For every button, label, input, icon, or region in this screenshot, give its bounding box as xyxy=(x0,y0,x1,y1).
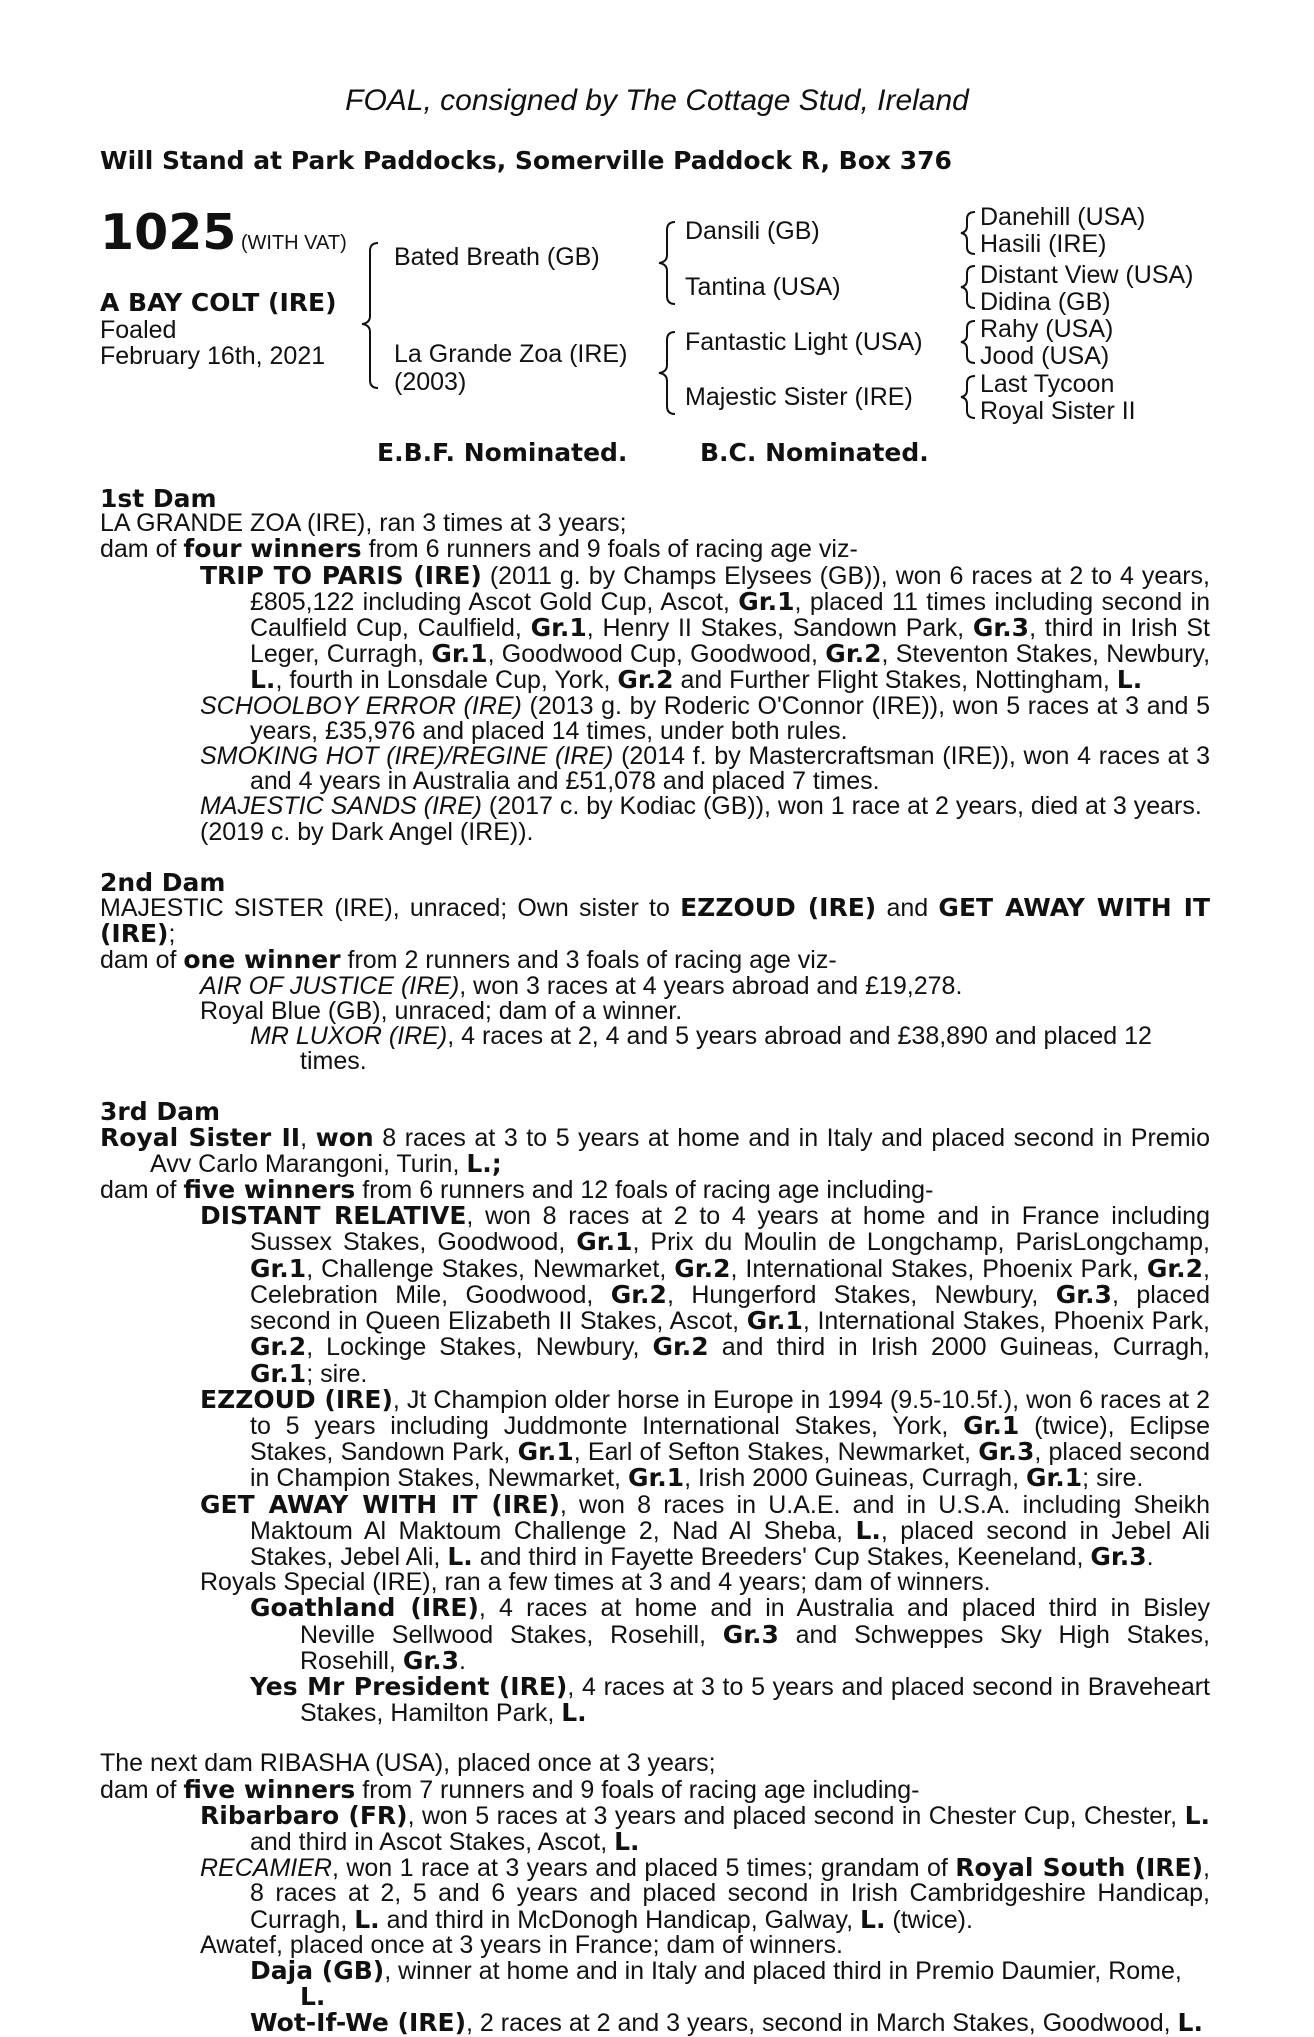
foaled-date: February 16th, 2021 xyxy=(100,342,326,370)
produce-record xyxy=(100,486,1210,2037)
progeny-distant-relative: DISTANT RELATIVE, won 8 races at 2 to 4 years at home and in France including Sussex Stakes, Goodwood, Gr.1, Prix du Moulin de Longchamp, ParisLongchamp, Gr.1, Challenge Stakes, Newmarket, Gr.2, International Stakes, Phoenix Park, Gr.2, Celebration Mile, Goodwood, Gr.2, Hungerford Stakes, Newbury, Gr.3, placed second in Queen Elizabeth II Stakes, Ascot, Gr.1, International Stakes, Phoenix Park, Gr.2, Lockinge Stakes, Newbury, Gr.2 and third in Irish 2000 Guineas, Curragh, Gr.1; sire. xyxy=(200,1201,1211,1388)
progeny-wot-if-we: Wot-If-We (IRE), 2 races at 2 and 3 years, second in March Stakes, Goodwood, L. xyxy=(250,2008,1203,2037)
brace-sire xyxy=(659,222,675,304)
pedigree-ggp-2: Hasili (IRE) xyxy=(980,230,1107,258)
progeny-daja: Daja (GB), winner at home and in Italy and placed third in Premio Daumier, Rome, L. xyxy=(250,1955,1182,2012)
pedigree-sire-dam: Tantina (USA) xyxy=(685,273,841,301)
progeny-air-of-justice: AIR OF JUSTICE (IRE), won 3 races at 4 years abroad and £19,278. xyxy=(200,971,963,1000)
next-dam-winners-line: dam of five winners from 7 runners and 9 foals of racing age including- xyxy=(100,1774,920,1804)
progeny-get-away-with-it: GET AWAY WITH IT (IRE), won 8 races in U.A.E. and in U.S.A. including Sheikh Maktoum Al Maktoum Challenge 2, Nad Al Sheba, L., placed second in Jebel Ali Stakes, Jebel Ali, L. and third in Fayette Breeders' Cup Stakes, Keeneland, Gr.3. xyxy=(200,1489,1210,1571)
stabling-location: Will Stand at Park Paddocks, Somerville Paddock R, Box 376 xyxy=(100,146,952,175)
brace-ggp3 xyxy=(961,321,975,363)
first-dam-line: LA GRANDE ZOA (IRE), ran 3 times at 3 years; xyxy=(100,509,627,538)
foaled-label: Foaled xyxy=(100,316,177,344)
progeny-ribarbaro: Ribarbaro (FR), won 5 races at 3 years and placed second in Chester Cup, Chester, L. and third in Ascot Stakes, Ascot, L. xyxy=(200,1800,1210,1856)
lot-description: A BAY COLT (IRE) xyxy=(100,288,337,317)
progeny-ezzoud: EZZOUD (IRE), Jt Champion older horse in Europe in 1994 (9.5-10.5f.), won 6 races at 2 to 5 years including Juddmonte International Stakes, York, Gr.1 (twice), Eclipse Stakes, Sandown Park, Gr.1, Earl of Sefton Stakes, Newmarket, Gr.3, placed second in Champion Stakes, Newmarket, Gr.1, Irish 2000 Guineas, Curragh, Gr.1; sire. xyxy=(200,1384,1210,1493)
pedigree-ggp-8: Royal Sister II xyxy=(980,397,1136,425)
vat-label: (WITH VAT) xyxy=(240,232,347,254)
first-dam-heading: 1st Dam xyxy=(100,484,217,513)
pedigree-dam-year: (2003) xyxy=(394,368,467,396)
brace-main xyxy=(362,243,378,388)
progeny-majestic-sands: MAJESTIC SANDS (IRE) (2017 c. by Kodiac (GB)), won 1 race at 2 years, died at 3 years. xyxy=(200,792,1202,821)
next-dam-line: The next dam RIBASHA (USA), placed once at 3 years; xyxy=(100,1749,716,1778)
pedigree-ggp-6: Jood (USA) xyxy=(980,342,1110,370)
progeny-schoolboy-error: SCHOOLBOY ERROR (IRE) (2013 g. by Roderic O'Connor (IRE)), won 5 races at 3 and 5 years, £35,976 and placed 14 times, under both rules. xyxy=(200,691,1210,745)
brace-dam xyxy=(659,332,675,414)
progeny-mr-luxor: MR LUXOR (IRE), 4 races at 2, 4 and 5 years abroad and £38,890 and placed 12 times. xyxy=(250,1022,1152,1076)
progeny-smoking-hot: SMOKING HOT (IRE)/REGINE (IRE) (2014 f. by Mastercraftsman (IRE)), won 4 races at 3 and 4 years in Australia and £51,078 and placed 7 times. xyxy=(200,742,1210,796)
second-dam-line: MAJESTIC SISTER (IRE), unraced; Own sister to EZZOUD (IRE) and GET AWAY WITH IT (IRE); xyxy=(100,893,1210,949)
pedigree-ggp-4: Didina (GB) xyxy=(980,288,1111,316)
progeny-goathland: Goathland (IRE), 4 races at home and in Australia and placed third in Bisley Neville Sellwood Stakes, Rosehill, Gr.3 and Schweppes Sky High Stakes, Rosehill, Gr.3. xyxy=(250,1593,1210,1675)
progeny-recamier: RECAMIER, won 1 race at 3 years and placed 5 times; grandam of Royal South (IRE), 8 races at 2, 5 and 6 years and placed second in Irish Cambridgeshire Handicap, Curragh, L. and third in McDonogh Handicap, Galway, L. (twice). xyxy=(200,1853,1210,1934)
second-dam-winners-line: dam of one winner from 2 runners and 3 foals of racing age viz- xyxy=(100,945,837,975)
pedigree-dam-dam: Majestic Sister (IRE) xyxy=(685,383,913,411)
pedigree-sire: Bated Breath (GB) xyxy=(394,243,600,271)
pedigree-ggp-7: Last Tycoon xyxy=(980,370,1115,398)
third-dam-winners-line: dam of five winners from 6 runners and 12 foals of racing age including- xyxy=(100,1175,934,1205)
progeny-royal-blue: Royal Blue (GB), unraced; dam of a winner. xyxy=(200,996,683,1025)
progeny-yes-mr-president: Yes Mr President (IRE), 4 races at 3 to 5 years and placed second in Braveheart Stakes, Hamilton Park, L. xyxy=(250,1671,1210,1728)
bc-nomination: B.C. Nominated. xyxy=(700,438,929,467)
consignor-line: FOAL, consigned by The Cottage Stud, Ireland xyxy=(345,84,969,117)
pedigree-ggp-1: Danehill (USA) xyxy=(980,203,1146,231)
progeny-trip-to-paris: TRIP TO PARIS (IRE) (2011 g. by Champs Elysees (GB)), won 6 races at 2 to 4 years, £805,122 including Ascot Gold Cup, Ascot, Gr.1, placed 11 times including second in Caulfield Cup, Caulfield, Gr.1, Henry II Stakes, Sandown Park, Gr.3, third in Irish St Leger, Curragh, Gr.1, Goodwood Cup, Goodwood, Gr.2, Steventon Stakes, Newbury, L., fourth in Lonsdale Cup, York, Gr.2 and Further Flight Stakes, Nottingham, L. xyxy=(200,560,1211,695)
pedigree-sire-sire: Dansili (GB) xyxy=(685,217,820,245)
progeny-royals-special: Royals Special (IRE), ran a few times at 3 and 4 years; dam of winners. xyxy=(200,1568,991,1597)
third-dam-line: Royal Sister II, won 8 races at 3 to 5 years at home and in Italy and placed second in Premio Avv Carlo Marangoni, Turin, L.; xyxy=(100,1122,1210,1178)
pedigree-dam-sire: Fantastic Light (USA) xyxy=(685,328,923,356)
progeny-awatef: Awatef, placed once at 3 years in France; dam of winners. xyxy=(200,1930,843,1959)
third-dam-heading: 3rd Dam xyxy=(100,1097,220,1127)
brace-ggp4 xyxy=(961,376,975,418)
brace-ggp2 xyxy=(961,266,975,308)
progeny-2019-colt: (2019 c. by Dark Angel (IRE)). xyxy=(200,817,534,846)
pedigree-dam: La Grande Zoa (IRE) xyxy=(394,340,628,368)
brace-ggp1 xyxy=(961,212,975,254)
first-dam-winners-line: dam of four winners from 6 runners and 9 foals of racing age viz- xyxy=(100,534,858,564)
ebf-nomination: E.B.F. Nominated. xyxy=(377,438,628,467)
second-dam-heading: 2nd Dam xyxy=(100,867,226,897)
pedigree-ggp-5: Rahy (USA) xyxy=(980,315,1114,343)
pedigree-ggp-3: Distant View (USA) xyxy=(980,261,1194,289)
lot-number: 1025 xyxy=(100,204,237,261)
